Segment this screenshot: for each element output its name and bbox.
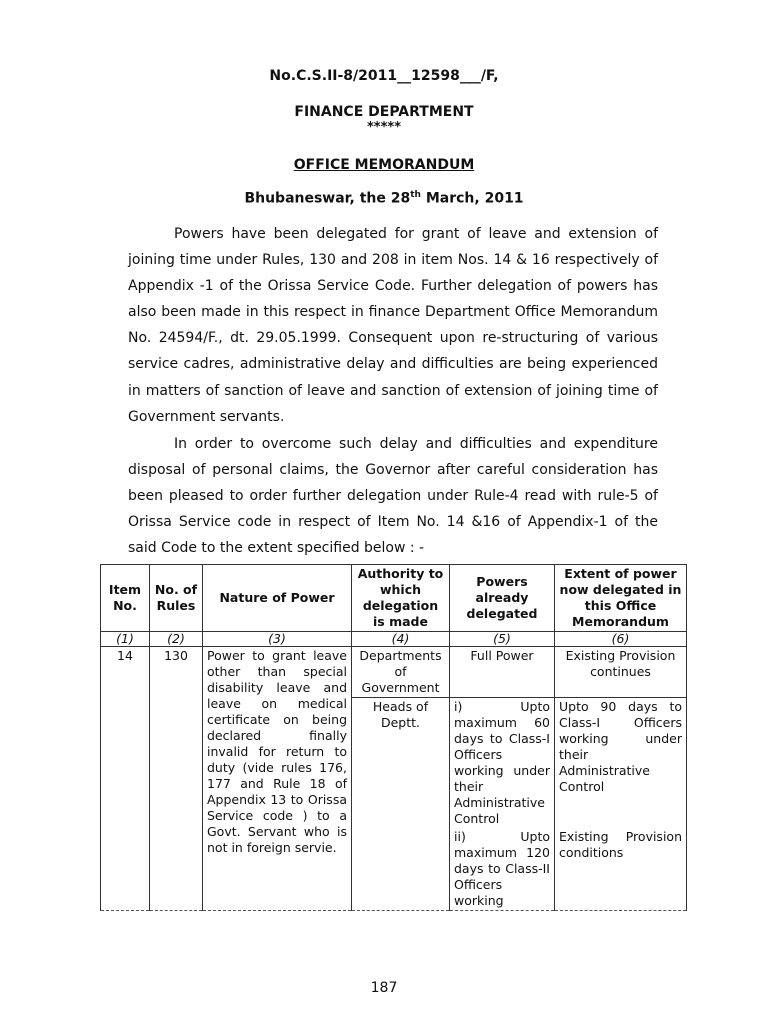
column-number: (4) (352, 632, 450, 647)
cell-nature-of-power: Power to grant leave other than special disability leave and leave on medical certificate on being declared finally invalid for return to duty (vide rules 176, 177 and Rule 18 of Appendix 13 to Orissa Service code ) to a Govt. Servant who is not in foreign servie. (203, 647, 352, 911)
paragraph-1 (128, 221, 658, 430)
column-number: (5) (450, 632, 555, 647)
place-date-month-year: March, 2011 (420, 190, 524, 207)
header-powers-delegated: Powers already delegated (450, 565, 555, 632)
header-item-no: Item No. (101, 565, 150, 632)
cell-extent-class-i: Upto 90 days to Class-I Officers working under their Administrative Control (555, 698, 687, 829)
column-number: (3) (203, 632, 352, 647)
cell-rules: 130 (150, 647, 203, 911)
cell-authority-departments: Departments of Government (352, 647, 450, 698)
header-no-of-rules: No. of Rules (150, 565, 203, 632)
cell-authority-heads: Heads of Deptt. (352, 698, 450, 911)
table-row (101, 647, 687, 698)
page-number: 187 (370, 980, 398, 996)
memo-title: OFFICE MEMORANDUM (293, 157, 475, 173)
cell-extent-provision: Existing Provision conditions (555, 828, 687, 911)
column-number: (2) (150, 632, 203, 647)
cell-item-no: 14 (101, 647, 150, 911)
header-nature-of-power: Nature of Power (203, 565, 352, 632)
header-extent-of-power: Extent of power now delegated in this Office Memorandum (555, 565, 687, 632)
column-number: (6) (555, 632, 687, 647)
place-date-text: Bhubaneswar, the 28 (244, 190, 411, 207)
table-header-row (101, 565, 687, 632)
date-suffix: th (410, 190, 421, 200)
separator-stars: ***** (367, 120, 401, 135)
department-heading: FINANCE DEPARTMENT (294, 104, 474, 120)
column-number-row (101, 632, 687, 647)
paragraph-1-text: Powers have been delegated for grant of leave and extension of joining time under Rules, 130 and 208 in item Nos. 14 & 16 respectively of Appendix -1 of the Orissa Service Code. Further delegation of powers has also been made in this respect in finance Department Office Memorandum No. 24594/F., dt. 29.05.1999. Consequent upon re-structuring of various service cadres, administrative delay and difficulties are being experienced in matters of sanction of leave and sanction of extension of joining time of Government servants. (128, 226, 658, 425)
reference-number: No.C.S.II-8/2011__12598___/F, (269, 68, 499, 84)
header-authority: Authority to which delegation is made (352, 565, 450, 632)
delegation-table (100, 564, 687, 911)
cell-powers-full: Full Power (450, 647, 555, 698)
cell-powers-class-i: i) Upto maximum 60 days to Class-I Officers working under their Administrative Control (450, 698, 555, 829)
cell-extent-existing: Existing Provision continues (555, 647, 687, 698)
paragraph-2 (128, 431, 658, 561)
column-number: (1) (101, 632, 150, 647)
place-date (0, 190, 768, 207)
paragraph-2-text: In order to overcome such delay and difficulties and expenditure disposal of personal claims, the Governor after careful consideration has been pleased to order further delegation under Rule-4 read with rule-5 of Orissa Service code in respect of Item No. 14 &16 of Appendix-1 of the said Code to the extent specified below : - (128, 436, 658, 557)
cell-powers-class-ii: ii) Upto maximum 120 days to Class-II Officers working (450, 828, 555, 911)
